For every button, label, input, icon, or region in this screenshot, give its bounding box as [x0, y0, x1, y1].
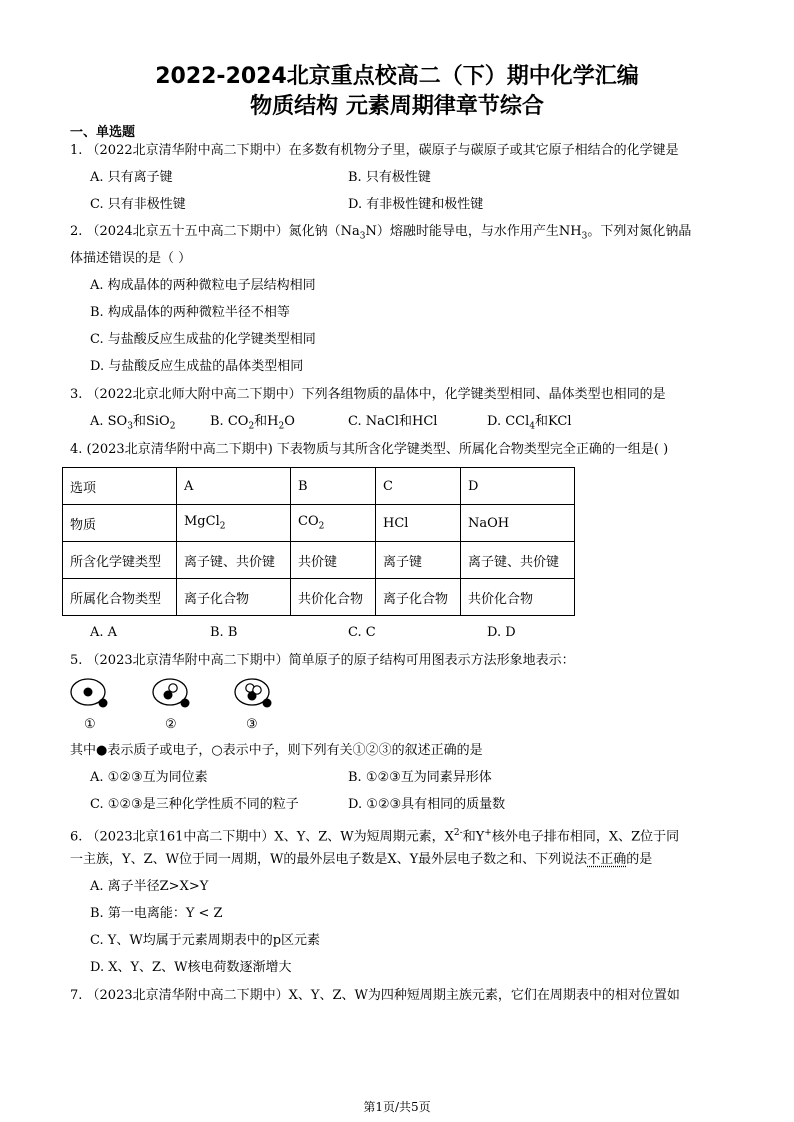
q6-option-a: A. 离子半径Z>X>Y: [90, 879, 209, 894]
page-footer: 第1页/共5页: [363, 1100, 431, 1114]
section-heading: 一、单选题: [70, 125, 136, 140]
q6-option-c: C. Y、W均属于元素周期表中的p区元素: [90, 933, 321, 948]
q2-option-c: C. 与盐酸反应生成盐的化学键类型相同: [90, 332, 316, 347]
q1-option-c: C. 只有非极性键: [90, 197, 186, 212]
table-row: [63, 579, 575, 616]
atom-diagram-1-icon: [66, 676, 116, 712]
q5-option-d: D. ①②③具有相同的质量数: [348, 797, 506, 812]
q2-stem-line2: 体描述错误的是（ ）: [70, 251, 192, 266]
q3-stem: 3. （2022北京北师大附中高二下期中）下列各组物质的晶体中，化学键类型相同、晶体类型也相同的是: [70, 387, 666, 402]
atom-label-3: ③: [246, 717, 258, 732]
q5-option-c: C. ①②③是三种化学性质不同的粒子: [90, 797, 299, 812]
table-cell: D: [461, 468, 575, 505]
table-cell: HCl: [376, 505, 461, 542]
table-cell: 离子键: [376, 542, 461, 579]
table-cell: 所属化合物类型: [63, 579, 177, 616]
q1-option-d: D. 有非极性键和极性键: [348, 197, 484, 212]
table-cell: 离子键、共价键: [177, 542, 291, 579]
table-cell: 共价键: [291, 542, 376, 579]
table-cell: MgCl$_2$: [177, 505, 291, 542]
atom-diagram-2-icon: [148, 676, 198, 712]
q2-option-d: D. 与盐酸反应生成盐的晶体类型相同: [90, 359, 304, 374]
q5-option-b: B. ①②③互为同素异形体: [348, 770, 492, 785]
atom-label-2: ②: [165, 717, 177, 732]
table-cell: 共价化合物: [461, 579, 575, 616]
q6-stem-line2: 一主族，Y、Z、W位于同一周期，W的最外层电子数是X、Y最外层电子数之和、下列说法不正确的是: [70, 852, 653, 867]
q4-option-c: C. C: [348, 625, 376, 640]
q4-table: [62, 467, 575, 616]
q2-option-a: A. 构成晶体的两种微粒电子层结构相同: [90, 278, 316, 293]
q3-option-b: B. $CO_2$和$H_2O$: [210, 414, 295, 432]
q6-stem-line1: 6. （2023北京161中高二下期中）X、Y、Z、W为短周期元素，$X^{2-}$和Y+核外电子排布相同，X、Z位于同: [70, 828, 680, 845]
q3-option-d: D. CCl$_4$和KCl: [487, 414, 572, 432]
table-cell: 物质: [63, 505, 177, 542]
table-cell: C: [376, 468, 461, 505]
atom-label-1: ①: [84, 717, 96, 732]
table-cell: 离子化合物: [177, 579, 291, 616]
table-row: [63, 505, 575, 542]
q6-option-d: D. X、Y、Z、W核电荷数逐渐增大: [90, 960, 292, 975]
q4-option-d: D. D: [487, 625, 516, 640]
q6-option-b: B. 第一电离能：Y < Z: [90, 906, 223, 921]
q3-option-a: A. $SO_3$和SiO$_2$: [90, 414, 176, 432]
table-row: [63, 542, 575, 579]
q2-option-b: B. 构成晶体的两种微粒半径不相等: [90, 305, 290, 320]
q4-option-a: A. A: [90, 625, 118, 640]
table-cell: $CO_2$: [291, 505, 376, 542]
table-cell: B: [291, 468, 376, 505]
document-subtitle: 物质结构 元素周期律章节综合: [250, 94, 544, 119]
atom-diagram-3-icon: [230, 676, 280, 712]
q3-option-c: C. NaCl和HCl: [348, 414, 438, 429]
table-cell: 离子键、共价键: [461, 542, 575, 579]
q7-stem: 7. （2023北京清华附中高二下期中）X、Y、Z、W为四种短周期主族元素，它们在周期表中的相对位置如: [70, 988, 680, 1003]
q5-stem: 5. （2023北京清华附中高二下期中）简单原子的原子结构可用图表示方法形象地表示：: [70, 653, 575, 668]
q2-stem-line1: 2. （2024北京五十五中高二下期中）氮化钠$(Na_3N)$熔融时能导电，与水作用产生$NH_3$。下列对氮化钠晶: [70, 224, 692, 242]
document-title: 2022-2024北京重点校高二（下）期中化学汇编: [155, 64, 639, 89]
table-cell: 所含化学键类型: [63, 542, 177, 579]
q1-stem: 1. （2022北京清华附中高二下期中）在多数有机物分子里，碳原子与碳原子或其它原子相结合的化学键是: [70, 143, 679, 158]
table-cell: NaOH: [461, 505, 575, 542]
q5-legend: 其中●表示质子或电子，○表示中子，则下列有关①②③的叙述正确的是: [70, 743, 483, 758]
table-cell: A: [177, 468, 291, 505]
table-row: [63, 468, 575, 505]
q5-option-a: A. ①②③互为同位素: [90, 770, 208, 785]
q4-stem: 4. (2023北京清华附中高二下期中) 下表物质与其所含化学键类型、所属化合物类型完全正确的一组是( ): [70, 442, 669, 457]
q1-option-b: B. 只有极性键: [348, 170, 431, 185]
q1-option-a: A. 只有离子键: [90, 170, 173, 185]
table-cell: 选项: [63, 468, 177, 505]
table-cell: 离子化合物: [376, 579, 461, 616]
table-cell: 共价化合物: [291, 579, 376, 616]
q4-option-b: B. B: [210, 625, 238, 640]
